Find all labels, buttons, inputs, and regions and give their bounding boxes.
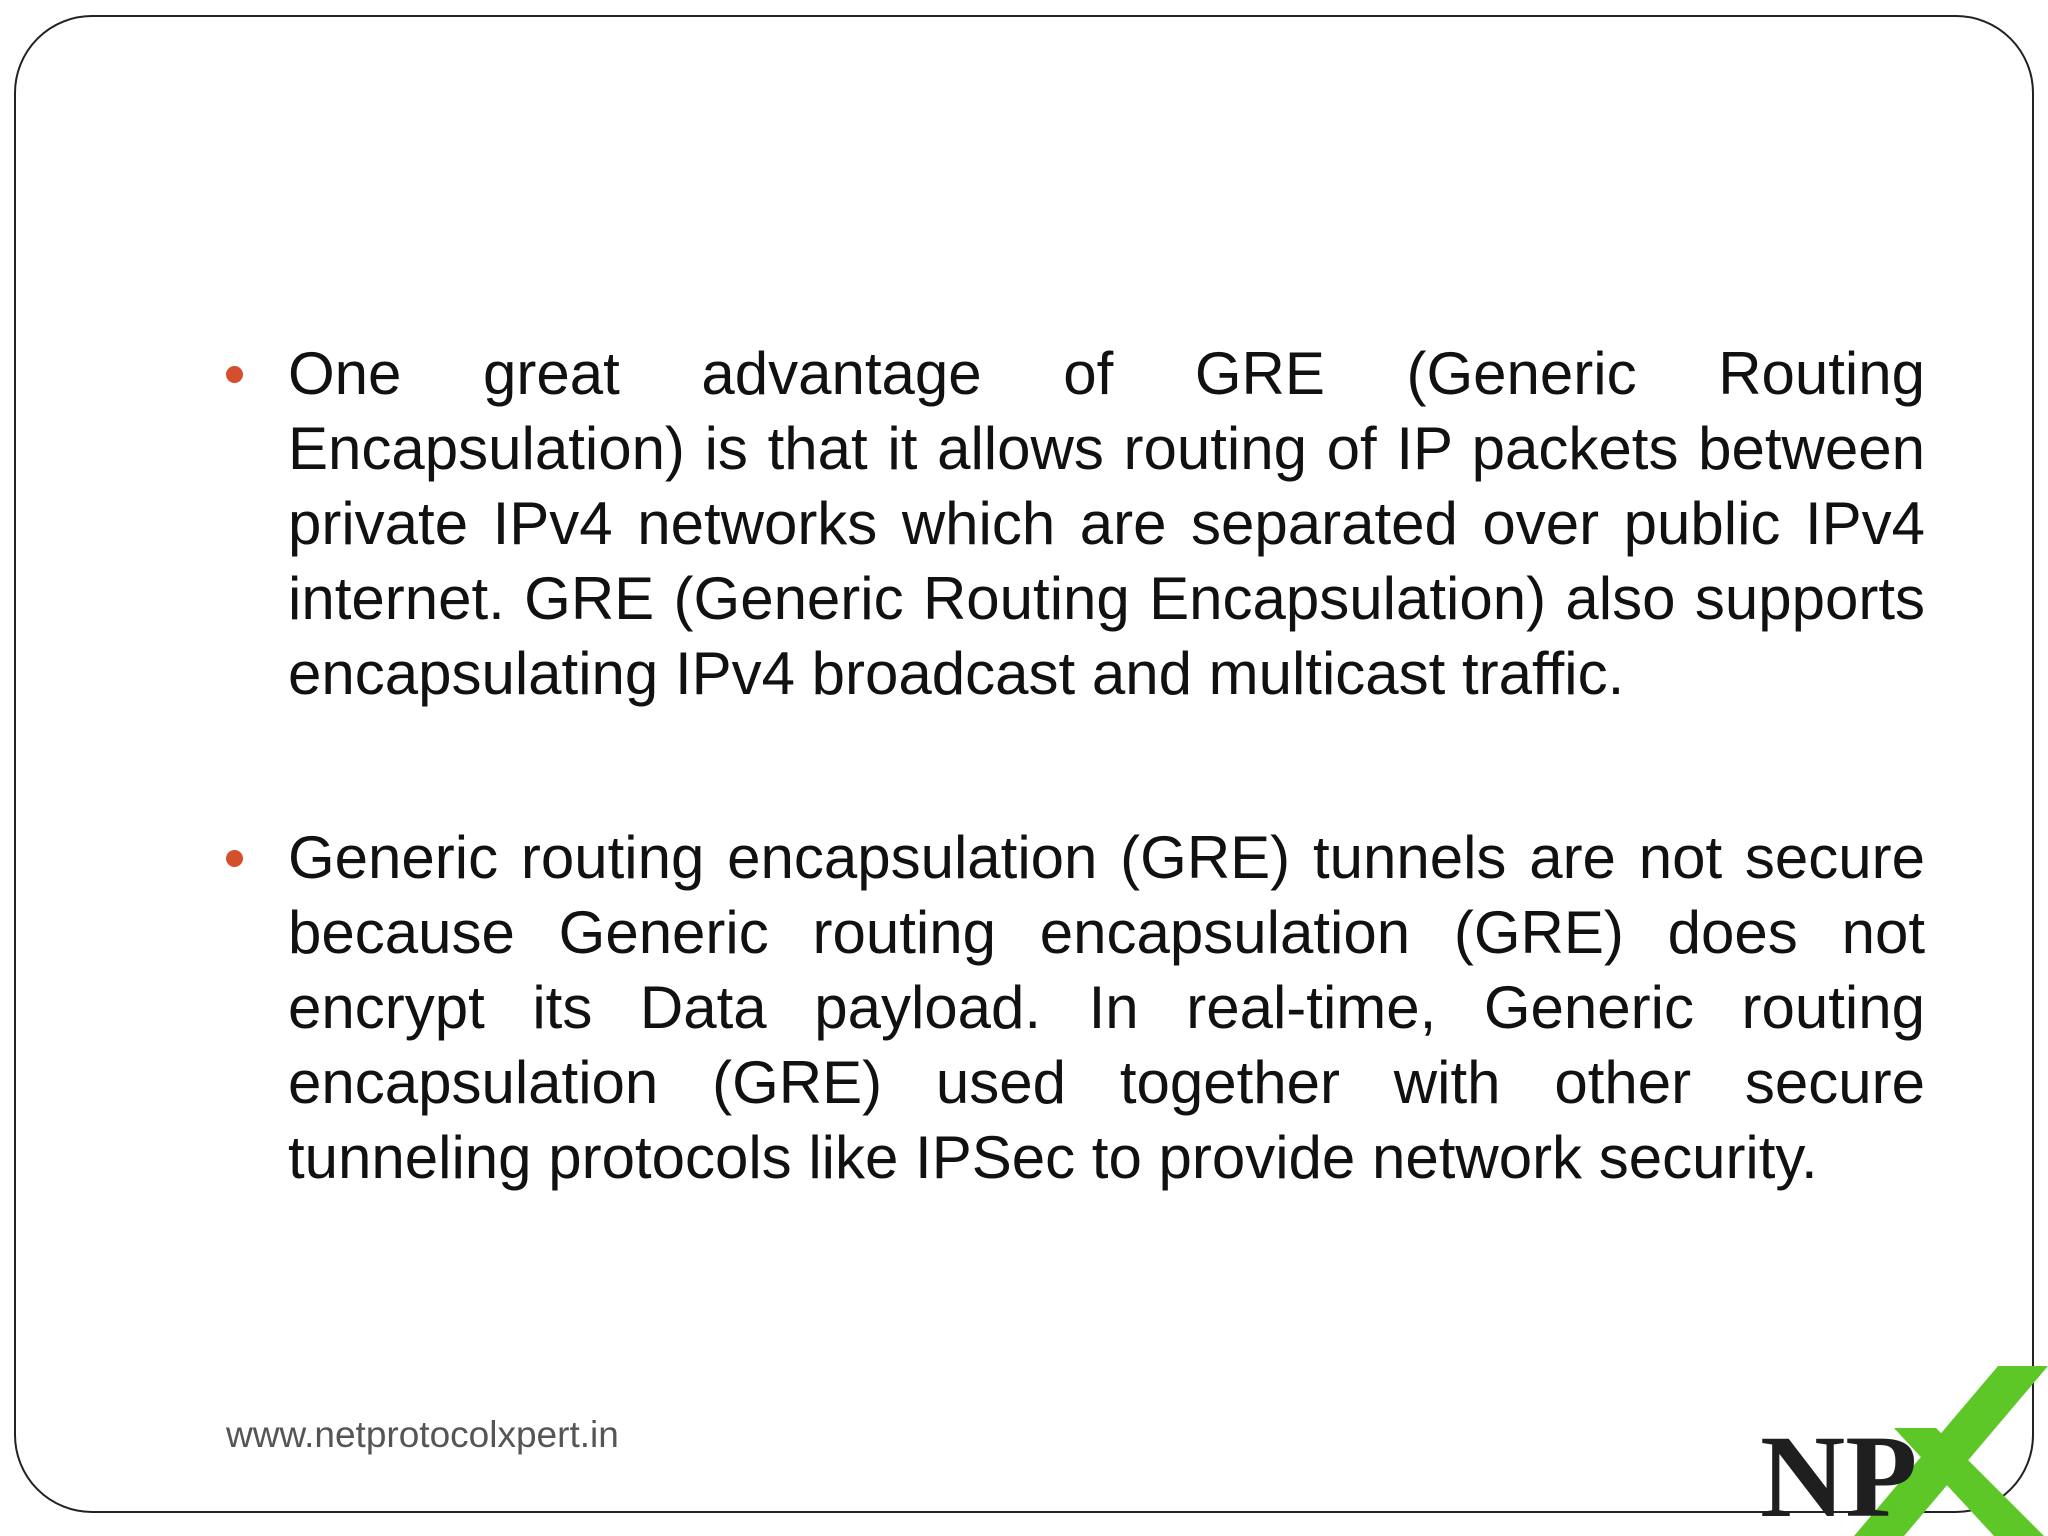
footer-url: www.netprotocolxpert.in: [226, 1414, 619, 1455]
bullet-text: One great advantage of GRE (Generic Routing Encapsulation) is that it allows routing of IP packets between private IPv4 networks which are separated over public IPv4 internet. GRE (Generic Routing Encapsulation) also supports encapsulating IPv4 broadcast and multicast traffic.: [288, 340, 1925, 707]
bullet-icon: [226, 850, 243, 867]
logo-letters: NP: [1760, 1411, 1918, 1536]
bullet-text: Generic routing encapsulation (GRE) tunnels are not secure because Generic routing encapsulation (GRE) does not encrypt its Data payload. In real-time, Generic routing encapsulation (GRE) used together with other secure tunneling protocols like IPSec to provide network security.: [288, 824, 1925, 1191]
bullet-icon: [226, 366, 243, 383]
bullet-item-gre-security: [210, 820, 1925, 1195]
bullet-item-gre-advantage: [210, 336, 1925, 711]
bullet-list: [210, 336, 1925, 1195]
npx-logo-icon: [1754, 1366, 2048, 1536]
